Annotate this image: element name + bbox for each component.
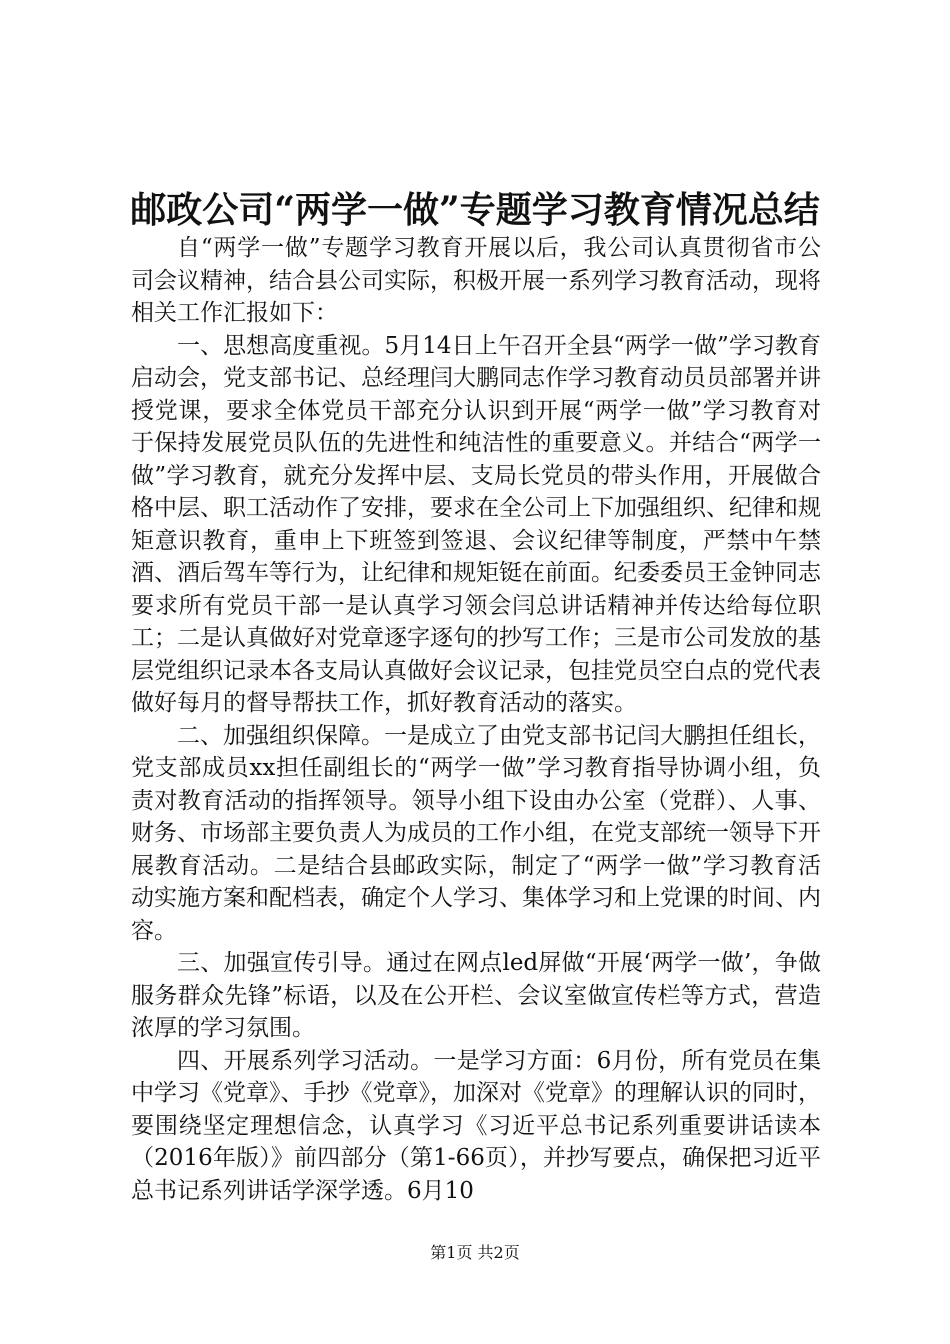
page-number-footer: 第1页 共2页	[430, 1243, 520, 1262]
paragraph-section-4: 四、开展系列学习活动。一是学习方面：6月份，所有党员在集中学习《党章》、手抄《党章》，加深对《党章》的理解认识的同时，要围绕坚定理想信念，认真学习《习近平总书记系列重要讲话读本（2016年版）》前四部分（第1-66页），并抄写要点，确保把习近平总书记系列讲话学深学透。6月10	[131, 1047, 821, 1204]
paragraph-intro: 自“两学一做”专题学习教育开展以后，我公司认真贯彻省市公司会议精神，结合县公司实际，积极开展一系列学习教育活动，现将相关工作汇报如下：	[131, 235, 821, 326]
paragraph-section-3: 三、加强宣传引导。通过在网点led屏做“开展‘两学一做’，争做服务群众先锋”标语，以及在公开栏、会议室做宣传栏等方式，营造浓厚的学习氛围。	[131, 950, 821, 1041]
paragraph-section-1: 一、思想高度重视。5月14日上午召开全县“两学一做”学习教育启动会，党支部书记、总经理闫大鹏同志作学习教育动员员部署并讲授党课，要求全体党员干部充分认识到开展“两学一做”学习教育对于保持发展党员队伍的先进性和纯洁性的重要意义。并结合“两学一做”学习教育，就充分发挥中层、支局长党员的带头作用，开展做合格中层、职工活动作了安排，要求在全公司上下加强组织、纪律和规矩意识教育，重申上下班签到签退、会议纪律等制度，严禁中午禁酒、酒后驾车等行为，让纪律和规矩铤在前面。纪委委员王金钟同志要求所有党员干部一是认真学习领会闫总讲话精神并传达给每位职工；二是认真做好对党章逐字逐句的抄写工作；三是市公司发放的基层党组织记录本各支局认真做好会议记录，包挂党员空白点的党代表做好每月的督导帮扶工作，抓好教育活动的落实。	[131, 332, 821, 716]
document-body	[131, 232, 821, 1207]
paragraph-section-2: 二、加强组织保障。一是成立了由党支部书记闫大鹏担任组长，党支部成员xx担任副组长的“两学一做”学习教育指导协调小组，负责对教育活动的指挥领导。领导小组下设由办公室（党群）、人事、财务、市场部主要负责人为成员的工作小组，在党支部统一领导下开展教育活动。二是结合县邮政实际，制定了“两学一做”学习教育活动实施方案和配档表，确定个人学习、集体学习和上党课的时间、内容。	[131, 722, 821, 944]
document-title: 邮政公司“两学一做”专题学习教育情况总结	[130, 189, 820, 231]
